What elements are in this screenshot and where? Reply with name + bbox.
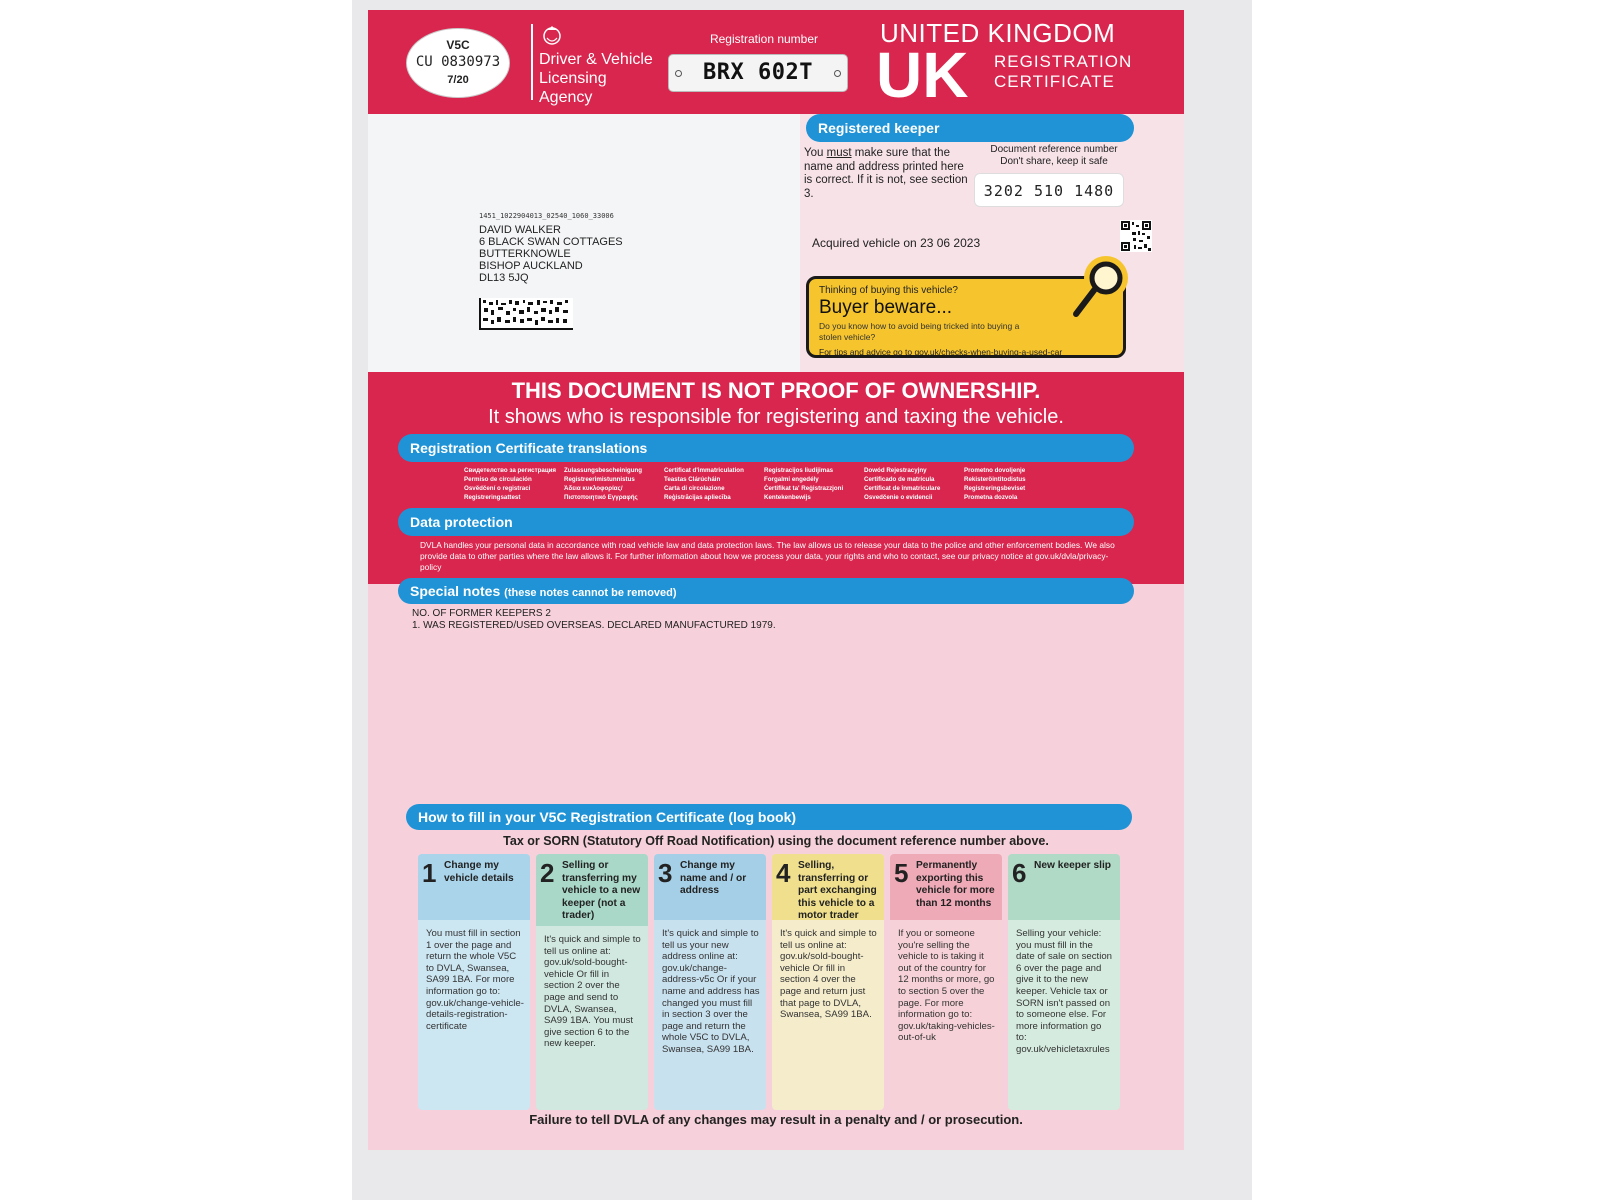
v5c-document	[368, 10, 1184, 1150]
data-protection-heading: Data protection	[398, 508, 1134, 536]
translation-column: Zulassungsbescheinigung Registreerimistunnistus Άδεια κυκλοφορίας/ Πιστοποιητικό Εγγραφής	[564, 467, 643, 501]
buyer-beware-question: Thinking of buying this vehicle?	[819, 285, 958, 296]
section-card-1	[418, 854, 530, 1110]
buyer-beware-heading: Buyer beware...	[819, 297, 953, 318]
form-code: V5C	[446, 38, 470, 52]
certificate-title: REGISTRATION CERTIFICATE	[994, 52, 1133, 91]
section-card-3	[654, 854, 766, 1110]
section-title: New keeper slip	[1034, 860, 1112, 871]
section-body: Selling your vehicle: you must fill in the date of sale on section 6 over the page and give it to the new keeper. Vehicle tax or SORN isn't passed on to someone else. For more information go to: gov.uk/vehicletaxrules	[1016, 928, 1113, 1055]
section-number: 5	[894, 858, 909, 888]
section-number: 3	[658, 858, 673, 888]
keeper-address: DAVID WALKER 6 BLACK SWAN COTTAGES BUTTERKNOWLE BISHOP AUCKLAND DL13 5JQ	[479, 224, 623, 284]
document-reference-number: 3202 510 1480	[983, 182, 1115, 200]
document-reference-label: Document reference number Don't share, keep it safe	[990, 144, 1118, 167]
responsible-subheading: It shows who is responsible for registering and taxing the vehicle.	[488, 406, 1064, 428]
not-proof-heading: THIS DOCUMENT IS NOT PROOF OF OWNERSHIP.	[511, 378, 1041, 403]
royal-crest-icon	[539, 24, 565, 48]
agency-name: Driver & Vehicle Licensing Agency	[539, 51, 653, 106]
section-number: 1	[422, 858, 437, 888]
form-serial: CU 0830973	[415, 54, 501, 70]
penalty-warning: Failure to tell DVLA of any changes may result in a penalty and / or prosecution.	[529, 1112, 1023, 1127]
section-card-4	[772, 854, 884, 1110]
agency-divider	[531, 24, 533, 100]
how-to-subheading: Tax or SORN (Statutory Off Road Notification) using the document reference number above.	[503, 834, 1049, 848]
special-notes-heading: Special notes (these notes cannot be removed)	[398, 578, 1134, 604]
qr-code	[1120, 220, 1152, 252]
country-title: UNITED KINGDOM	[880, 18, 1116, 48]
form-id-oval	[406, 28, 510, 98]
section-card-5	[890, 854, 1002, 1110]
section-body: You must fill in section 1 over the page and return the whole V5C to DVLA, Swansea, SA99 1BA. For more information go to: gov.uk/change-vehicle-details-registration-certificate	[426, 928, 524, 1032]
section-card-2	[536, 854, 648, 1110]
uk-mark: UK	[876, 39, 969, 111]
translation-column: Certificat d'immatriculation Teastas Clárúcháin Carta di circolazione Reģistrācijas apliecība	[664, 467, 744, 501]
section-card-6	[1008, 854, 1120, 1110]
section-body: It's quick and simple to tell us online at: gov.uk/sold-bought-vehicle Or fill in section 2 over the page and send to DVLA, Swansea, SA99 1BA. You must give section 6 to the new keeper.	[544, 934, 641, 1050]
section-title: Change my name and / or address	[680, 860, 747, 896]
plate-screw-icon	[834, 70, 841, 77]
datamatrix-barcode	[479, 298, 573, 330]
how-to-heading: How to fill in your V5C Registration Certificate (log book)	[406, 804, 1132, 830]
translation-column: Registracijos liudijimas Forgalmi engedély Ċertifikat ta' Reġistrazzjoni Kentekenbewijs	[764, 467, 844, 501]
section-body: If you or someone you're selling the vehicle to is taking it out of the country for 12 months or more, go to section 5 over the page. For more information go to: gov.uk/taking-vehicles-out-of-uk	[898, 928, 995, 1044]
registration-number-label: Registration number	[709, 32, 819, 46]
translation-column: Dowód Rejestracyjny Certificado de matrícula Certificat de înmatriculare Osvedčenie o evidencii	[864, 467, 941, 501]
buyer-beware-link[interactable]: For tips and advice go to gov.uk/checks-when-buying-a-used-car	[819, 347, 1063, 357]
section-number: 6	[1012, 858, 1027, 888]
special-notes-text: NO. OF FORMER KEEPERS 2 1. WAS REGISTERED/USED OVERSEAS. DECLARED MANUFACTURED 1979.	[412, 608, 776, 631]
section-number: 2	[540, 858, 555, 888]
keeper-instruction: You must make sure that the name and address printed here is correct. If it is not, see section 3.	[804, 147, 968, 200]
section-title: Change my vehicle details	[444, 860, 514, 884]
registration-plate	[668, 54, 848, 92]
section-title: Selling or transferring my vehicle to a new keeper (not a trader)	[562, 860, 641, 921]
translation-column: Prometno dovoljenje Rekisteröintitodistus Registreringsbeviset Prometna dozvola	[964, 467, 1026, 501]
registration-number: BRX 602T	[703, 60, 813, 85]
registered-keeper-heading: Registered keeper	[806, 114, 1134, 142]
document-reference-box	[974, 173, 1124, 207]
acquired-date: Acquired vehicle on 23 06 2023	[812, 236, 981, 250]
form-version: 7/20	[447, 74, 469, 86]
section-body: It's quick and simple to tell us online at: gov.uk/sold-bought-vehicle Or fill in section 4 over the page and return just that page to DVLA, Swansea, SA99 1BA.	[780, 928, 877, 1021]
address-mailing-code: 1451_1022904013_02540_1060_33006	[479, 212, 614, 220]
magnifying-glass-icon	[1068, 254, 1132, 324]
section-body: It's quick and simple to tell us your new address online at: gov.uk/change-address-v5c Or if your name and address has changed you must fill in section 3 over the page and return the whole V5C to DVLA, Swansea, SA99 1BA.	[662, 928, 760, 1055]
translation-column: Свидетелство за регистрация Permiso de circulación Osvědčení o registraci Registreringsattest	[464, 467, 557, 501]
buyer-beware-detail: Do you know how to avoid being tricked into buying a stolen vehicle?	[819, 321, 1020, 342]
translations-grid	[464, 466, 1064, 502]
translations-heading: Registration Certificate translations	[398, 434, 1134, 462]
data-protection-text: DVLA handles your personal data in accordance with road vehicle law and data protection laws. The law allows us to release your data to the police and other enforcement bodies. We also provide data to other parties where the law allows it. For further information about how we process your data, your rights and who to contact, see our privacy notice at gov.uk/dvla/privacy-policy	[420, 540, 1115, 572]
section-title: Permanently exporting this vehicle for more than 12 months	[916, 860, 995, 909]
section-number: 4	[776, 858, 791, 888]
section-title: Selling, transferring or part exchanging this vehicle to a motor trader	[798, 860, 877, 921]
